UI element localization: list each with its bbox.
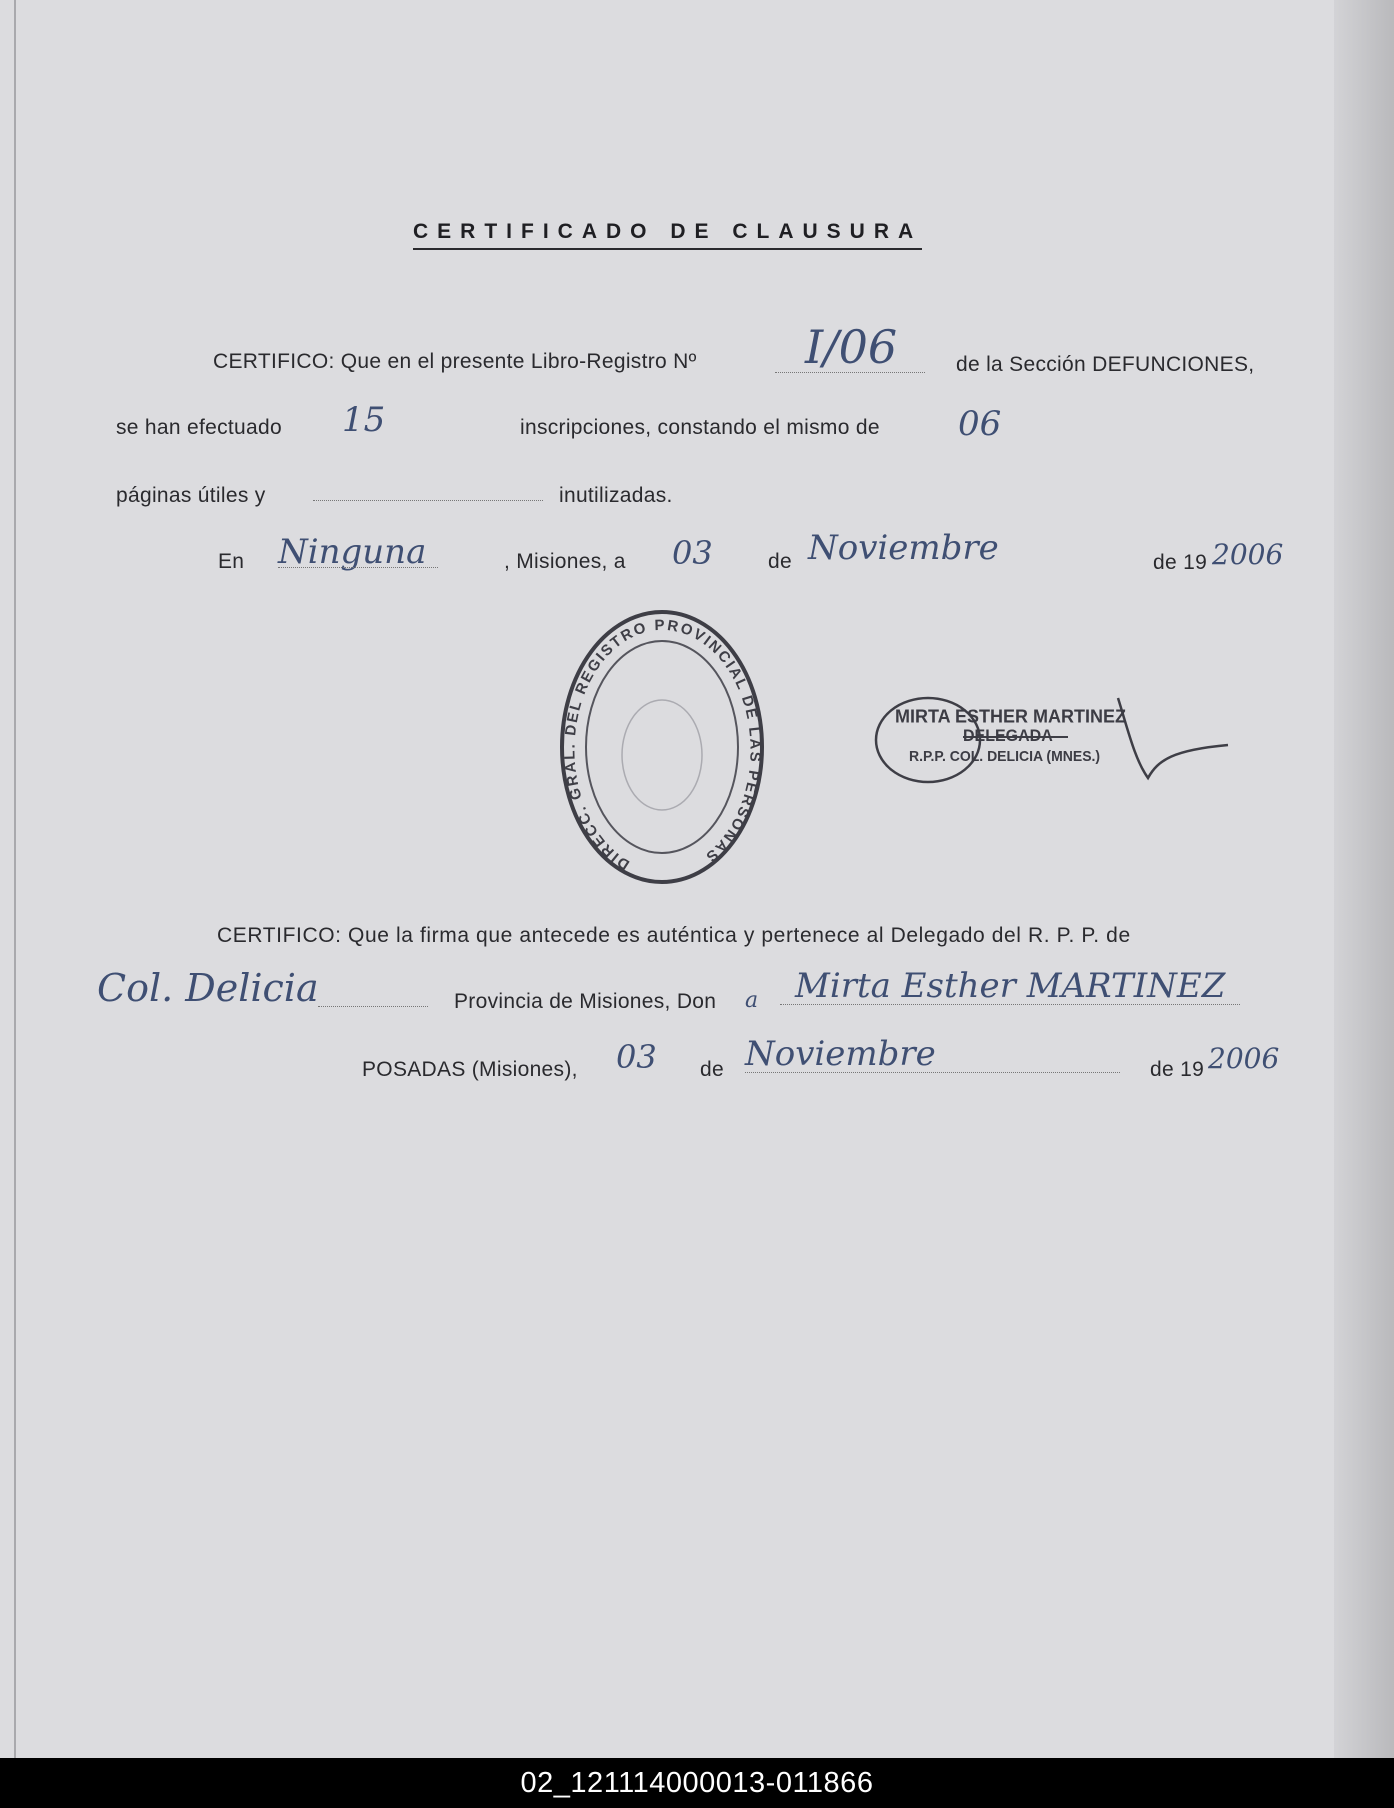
dotted-line [745, 1072, 1120, 1073]
misiones-label: , Misiones, a [504, 550, 626, 573]
posadas-label: POSADAS (Misiones), [362, 1058, 578, 1081]
document-title: CERTIFICADO DE CLAUSURA [413, 220, 922, 250]
handwritten-month-2: Noviembre [745, 1034, 936, 1074]
cert1-line1-text: CERTIFICO: Que en el presente Libro-Registro Nº [213, 350, 697, 373]
handwritten-year: 2006 [1212, 538, 1284, 571]
cert2-line1-text: CERTIFICO: Que la firma que antecede es auténtica y pertenece al Delegado del R. P. P. de [217, 924, 1131, 947]
cert1-line3-text: páginas útiles y [116, 484, 266, 507]
page-left-edge [14, 0, 16, 1758]
handwritten-place: Col. Delicia [97, 966, 319, 1010]
delegate-role: DELEGADA [963, 727, 1053, 746]
de-label: de [768, 550, 792, 573]
en-label: En [218, 550, 245, 573]
delegate-office: R.P.P. COL. DELICIA (MNES.) [909, 747, 1101, 765]
seal-graphic [555, 605, 770, 890]
official-seal [555, 605, 770, 890]
de-year-label-2: de 19 [1150, 1058, 1205, 1081]
handwritten-paginas-count: 06 [958, 404, 1002, 444]
scan-id-footer: 02_121114000013-011866 [0, 1758, 1394, 1808]
handwritten-inutilizadas: Ninguna [278, 532, 427, 572]
de-year-label: de 19 [1153, 551, 1208, 574]
handwritten-libro-number: I/06 [805, 320, 898, 374]
handwritten-month: Noviembre [808, 528, 999, 568]
cert1-line1-text-end: de la Sección DEFUNCIONES, [956, 353, 1255, 376]
page-right-shadow [1334, 0, 1394, 1758]
handwritten-year-2: 2006 [1208, 1042, 1280, 1075]
de-label-2: de [700, 1058, 724, 1081]
svg-text:DIRECC. GRAL. DEL REGISTRO PRO: DIRECC. GRAL. DEL REGISTRO PROVINCIAL DE LAS PERSONAS [561, 616, 764, 874]
handwritten-day: 03 [672, 534, 713, 572]
handwritten-inscripciones-count: 15 [342, 400, 386, 440]
cert1-line2-text-middle: inscripciones, constando el mismo de [520, 416, 880, 439]
cert1-line2-text: se han efectuado [116, 416, 282, 439]
delegate-stamp [873, 690, 1233, 800]
dotted-line [278, 567, 438, 568]
cert1-line3-text-end: inutilizadas. [559, 484, 673, 507]
delegate-name: MIRTA ESTHER MARTINEZ [895, 705, 1126, 727]
handwritten-dona-suffix: a [745, 988, 759, 1013]
handwritten-delegate-name: Mirta Esther MARTINEZ [795, 966, 1226, 1006]
handwritten-day-2: 03 [616, 1038, 657, 1076]
cert2-line2-text: Provincia de Misiones, Don [454, 990, 717, 1013]
dotted-line [780, 1004, 1240, 1005]
dotted-line [318, 1006, 428, 1007]
dotted-line [313, 500, 543, 501]
